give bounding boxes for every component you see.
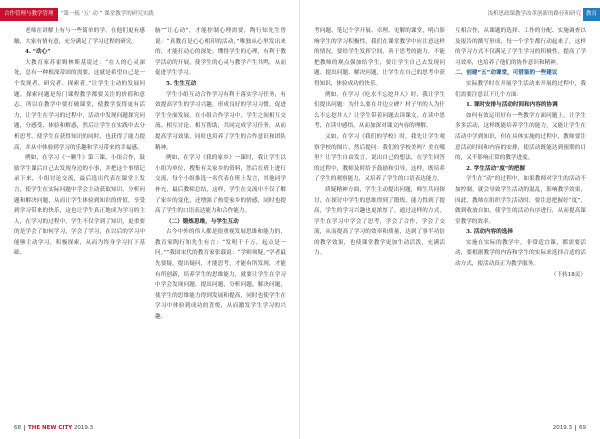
paragraph: 脑”“让心动”，才能控制心理需要，陶行知先生曾说：“真教育是心心相印的活动，”唯独从心里发出来的，才能打动心的深处。懂得学生的心理，有利于教学活动的开展，使学生的心灵与教学产生共鸣，从而促进学生学习。 bbox=[155, 28, 286, 77]
left-page-footer bbox=[14, 422, 93, 434]
right-header-tag: 教育 bbox=[583, 8, 600, 21]
right-column-1 bbox=[314, 26, 445, 417]
divider bbox=[24, 425, 25, 431]
left-text-columns bbox=[14, 26, 286, 417]
issue-label: 2019.3 bbox=[73, 425, 94, 431]
paragraph: 考问题、笔记个学开展、卓理、见解的课堂，明白影响学生的学习积极性，我们在课堂教学中应注意这样的情况，要给学生发挥空间，善于思考的能力，不能把教师的观点强加给学生，要让学生自己去发现问题、提出问题、解决问题，让学生在自己的思考中获得知识，体验成功的快乐。 bbox=[314, 28, 445, 87]
paragraph: 又如，在学习《我们的学校》时，我先让学生观察学校的图片，然后提问：我们的学校美吗？美在哪里？让学生自由发言，说出自己的想法，在学生回答的过程中，教师及时给予鼓励和引导，这样，既培养了学生的观察能力，又培养了学生的口语表达能力。 bbox=[314, 133, 445, 183]
magazine-brand: THE NEW CITY bbox=[28, 425, 73, 431]
right-header-text: 浅析思政课教学改革创新的路径和研究 bbox=[487, 11, 581, 17]
paragraph: 例如，在学习《吃水不忘挖井人》时，我让学生们提出问题：为什么要在井边立碑？村子里的人为什么不忘挖井人？让学生带着问题去读课文，在读中思考，在读中感悟，从而加深对课文内容的理解。 bbox=[314, 91, 445, 130]
paragraph: 互相合作，从课题的选择、工作的分配、实施调查以及报告的撰写形成，每一个学生都行动起来了，这样的学习方式不仅满足了学生学习的积极性，提高了学习效率，也培养了他们的协作意识和精神。 bbox=[455, 28, 586, 66]
paragraph: 实施在实际的教学中，非常适宜课，都需要活动，要根据教学的内容和学生的实际来选择合适的活动方式，使活动真正为教学服务。 bbox=[455, 239, 586, 268]
paragraph: 学生小组互动合作学习有利于落实学习任务，有效提高学生的学习兴趣，形成良好的学习习惯，促进学生全面发展。在小组合作学习中，学生之间相互交流、相互讨论、相互帮助，共同完成学习任务，从而提高学习效果，同时也培养了学生的合作意识和团队精神。 bbox=[155, 91, 286, 151]
paragraph: 老师在讲解上有与一些简单的学，在他们更有感触，大家有情有意，充分满足了学习过程的研究。 bbox=[14, 28, 145, 45]
paragraph: 质疑精神方面，学生主动提出问题，师生共同探讨，在探讨中学生的思维得到了锻炼，能力得到了提高，学生的学习兴趣也更浓厚了。通过这样的方式，学生在学习中学会了思考，学会了合作，学会了交流，从而提高了学习的效率和质量，达到了事半功倍的教学效果，也使课堂教学更加生动活泼，充满活力。 bbox=[314, 186, 445, 257]
right-page-header bbox=[300, 8, 600, 21]
section-heading: 4. “动心” bbox=[25, 49, 51, 56]
paragraph: 大教育家苏霍姆林斯基说过：“在人的心灵深处，总有一种根深蒂固的需要，这就是希望自己是一个发现者、研究者、探索者。”让学生主动的发展问题，探索问题是每门课程教学都要关注的价值和意志，所以在教学中要打破课堂，使教学变得更有活力，让学生在学习的过程中，活动中发现问题探究问题，分感受、体验和解惑，然后让学生在实践中去分析思考，使学生在获得知识的同时，也获得了能力提高，并从中体验到学习的乐趣和学习带来的幸福感。 bbox=[14, 59, 145, 151]
right-column-2 bbox=[455, 26, 586, 417]
continued-note: （下转18页） bbox=[550, 271, 586, 278]
section-heading: 2. 学生活动“度”的把握 bbox=[466, 165, 525, 172]
right-text-columns bbox=[314, 26, 586, 417]
section-heading: 5. 生生互动 bbox=[166, 80, 197, 87]
right-page-footer bbox=[553, 422, 586, 434]
section-heading: （二）锻炼思维，与学生互动 bbox=[166, 218, 239, 225]
issue-label: 2019.3 bbox=[552, 425, 572, 431]
paragraph: 例如，在学习《我的家乡》一课时，我让学生以小组为单位，搜集有关家乡的资料，然后在班上进行交流，每个小组推选一名代表在班上发言，其他同学补充，最后教师总结，这样，学生在交流中不仅了解了家乡的变化，还增强了热爱家乡的情感，同时也提高了学生的口语表达能力和合作能力。 bbox=[155, 155, 286, 215]
paragraph: 如何有效运用好有一些教学方面问题上，让学生多多活动，这样既能培养学生的能力，又能让学生在活动中学到知识，但在具体实施的过程中，教师要注意活动时间和内容的安排，使活动既能达到预期的目的，又不影响正常的教学进度。 bbox=[455, 112, 586, 162]
paragraph: 实际教学时在开展学生活动来开展的过程中，我们需要注意以下几个方面： bbox=[455, 80, 586, 98]
left-column-2 bbox=[155, 26, 286, 417]
left-header-text: “第一板 ‘五’ 动 ” 课堂教学的研究实践 bbox=[60, 11, 154, 17]
section-heading: 3. 活动内容的选择 bbox=[466, 229, 513, 236]
paragraph: 古今中外的伟人都是很重视发展思维和能力的，教育家陶行知先生有言：“发明千千万，起点是一问。””我国宋代的教育家张载说：“学则须疑，”学者最先要疑，提出疑问，才能思考，才能有所发现，才能有所创新，培养学生的思维能力，就要让学生在学习中学会发现问题、提出问题、分析问题、解决问题，使学生的思维能力得到发展和提高，同时也使学生在学习中体验到成功的喜悦，从而激发学生学习的兴趣。 bbox=[155, 229, 286, 321]
left-page-header bbox=[0, 8, 300, 21]
divider bbox=[575, 425, 576, 431]
section-heading: 1. 课时安排与活动时间和内容的协调 bbox=[466, 102, 558, 109]
paragraph: 学生在“动”的过程中，如果教师对学生的活动不加控制，就会导致学生活动的混乱，影响教学效果，因此，教师在组织学生活动时，要注意把握好“度”，做到收放自如，使学生的活动有序进行，从而提高课堂教学的效率。 bbox=[455, 176, 586, 225]
section-heading: 二、创建“五”动课堂，可借鉴的一些建议 bbox=[455, 70, 558, 77]
paragraph: 例如，在学习《一颗牛》第三课，小组合作，鼓励学生课后自己去发现身边的小事，并把这个事情记录下来，小组讨论交流，最后选出代表在课堂上发言，使学生在实际问题中学会主动获取知识、分析问题和解决问题，从而让学生体验到知识的价值，享受到学习带来的快乐，这也让学生真正地成为学习的主人，在学习的过程中，学生不仅学到了知识，更重要的是学会了如何学习，学会了学习，在以后的学习中能够主动学习，积极探索，从而为终身学习打下基础。 bbox=[14, 155, 145, 257]
left-column-1 bbox=[14, 26, 145, 417]
left-header-tag: 合作管理与教学管理 bbox=[0, 8, 58, 21]
page-number: 68 bbox=[14, 425, 21, 431]
page-number: 69 bbox=[579, 425, 586, 431]
right-page bbox=[300, 0, 600, 439]
